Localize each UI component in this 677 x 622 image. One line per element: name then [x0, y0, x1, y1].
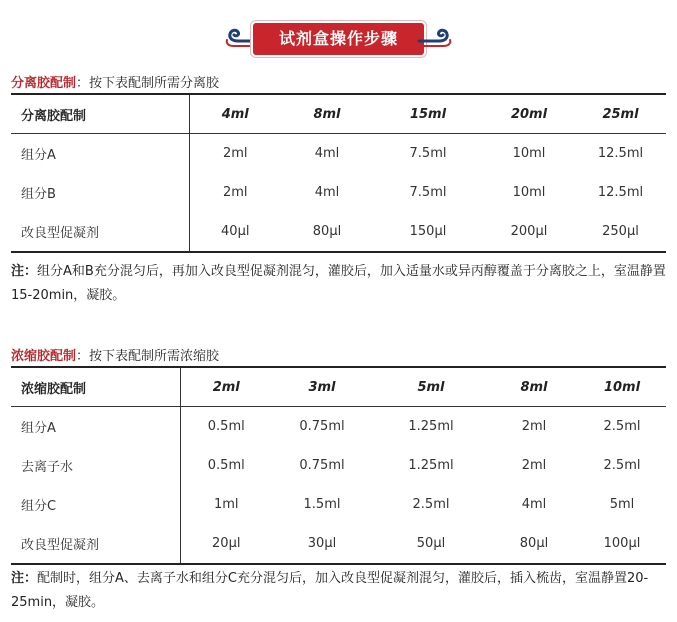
table-cell: 2.5ml — [412, 497, 450, 512]
table-cell: 100μl — [603, 536, 641, 551]
table-cell: 50μl — [416, 536, 446, 551]
table-cell: 组分A — [11, 407, 180, 447]
table-cell: 5ml — [609, 497, 635, 512]
table-header-cell: 2ml — [180, 367, 272, 407]
table-cell: 10ml — [512, 185, 546, 200]
table-cell: 20μl — [212, 536, 241, 551]
table-cell: 10ml — [512, 146, 546, 161]
table-cell: 4ml — [314, 185, 340, 200]
table-header-cell: 4ml — [189, 94, 281, 134]
note-label: 注： — [11, 571, 38, 586]
table-cell: 200μl — [510, 224, 548, 239]
section2-title: 浓缩胶配制 — [11, 349, 77, 364]
table-cell: 2ml — [222, 185, 248, 200]
table-header-cell: 分离胶配制 — [11, 94, 189, 134]
table-header-row — [11, 367, 666, 407]
section1-note — [11, 260, 667, 308]
table-cell: 改良型促凝剂 — [11, 524, 180, 564]
table-cell: 80μl — [519, 536, 549, 551]
table-row — [11, 485, 666, 524]
table-row — [11, 212, 666, 252]
section2-note — [11, 567, 667, 615]
table-cell: 12.5ml — [597, 146, 644, 161]
table-row — [11, 173, 666, 212]
table-header-cell: 5ml — [372, 367, 490, 407]
table-cell: 2ml — [521, 458, 547, 473]
table-cell: 2.5ml — [603, 458, 641, 473]
table-header-cell: 10ml — [578, 367, 666, 407]
table-row — [11, 446, 666, 485]
page-title: 试剂盒操作步骤 — [278, 29, 398, 48]
table-cell: 0.5ml — [207, 458, 245, 473]
table-cell: 7.5ml — [409, 146, 447, 161]
table-header-cell: 8ml — [490, 367, 578, 407]
table-header-row — [11, 94, 666, 134]
table-cell: 7.5ml — [409, 185, 447, 200]
table-header-cell: 20ml — [483, 94, 575, 134]
table-cell: 2ml — [222, 146, 248, 161]
section1-desc: ：按下表配制所需分离胶 — [76, 76, 220, 91]
note-text: 配制时，组分A、去离子水和组分C充分混匀后，加入改良型促凝剂混匀，灌胶后，插入梳齿，室温静置20-25min，凝胶。 — [11, 571, 649, 610]
table-cell: 40μl — [221, 224, 250, 239]
table-cell: 去离子水 — [11, 446, 180, 485]
table-cell: 0.75ml — [299, 458, 345, 473]
table-cell: 4ml — [521, 497, 547, 512]
table-cell: 0.5ml — [207, 419, 245, 434]
table-cell: 80μl — [312, 224, 342, 239]
table-header-cell: 25ml — [575, 94, 666, 134]
table-header-cell: 15ml — [373, 94, 483, 134]
table-cell: 2.5ml — [603, 419, 641, 434]
table-cell: 1ml — [213, 497, 239, 512]
note-text: 组分A和B充分混匀后，再加入改良型促凝剂混匀，灌胶后，加入适量水或异丙醇覆盖于分离胶之上，室温静置15-20min，凝胶。 — [11, 264, 666, 303]
table-cell: 2ml — [521, 419, 547, 434]
title-banner — [0, 14, 677, 60]
table-cell: 12.5ml — [597, 185, 644, 200]
table-cell: 1.25ml — [408, 458, 454, 473]
section1-heading — [11, 72, 219, 91]
table-cell: 1.5ml — [303, 497, 341, 512]
table-cell: 组分A — [11, 134, 189, 174]
table-cell: 150μl — [409, 224, 447, 239]
table-cell: 30μl — [307, 536, 337, 551]
table-cell: 250μl — [602, 224, 639, 239]
table-header-cell: 8ml — [281, 94, 373, 134]
section1-title: 分离胶配制 — [11, 76, 77, 91]
note-label: 注： — [11, 264, 38, 279]
table-cell: 改良型促凝剂 — [11, 212, 189, 252]
table-cell: 0.75ml — [299, 419, 345, 434]
section2-heading — [11, 345, 219, 364]
table-header-cell: 浓缩胶配制 — [11, 367, 180, 407]
table-cell: 4ml — [314, 146, 340, 161]
stacking-gel-table — [11, 366, 666, 565]
cloud-ornament-right-icon — [417, 26, 453, 52]
table-header-cell: 3ml — [272, 367, 372, 407]
table-row — [11, 134, 666, 174]
table-row — [11, 407, 666, 447]
section2-desc: ：按下表配制所需浓缩胶 — [76, 349, 220, 364]
separating-gel-table — [11, 93, 666, 253]
table-cell: 组分C — [11, 485, 180, 524]
table-cell: 1.25ml — [408, 419, 454, 434]
table-row — [11, 524, 666, 564]
table-cell: 组分B — [11, 173, 189, 212]
